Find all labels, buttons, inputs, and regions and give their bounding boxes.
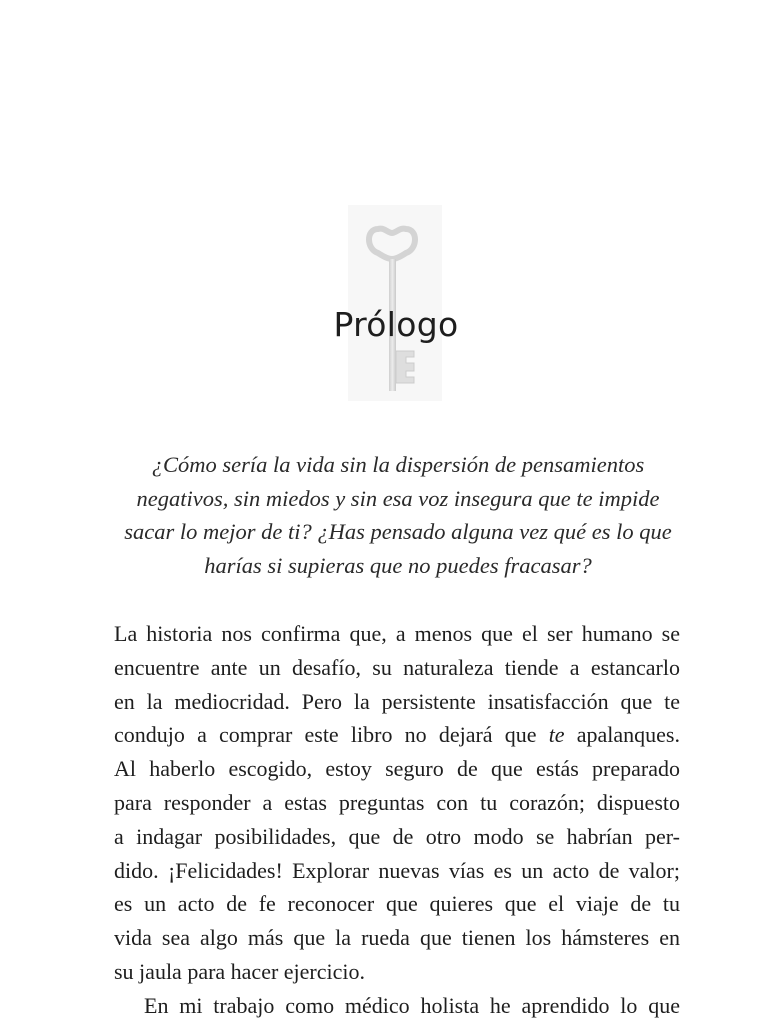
paragraph [114,989,680,1023]
epigraph-line: negativos, sin miedos y sin esa voz insegura que te impide [136,485,660,511]
text-line: En mi trabajo como médico holista he aprendido lo que [144,992,680,1018]
text-line: encuentre ante un desafío, su naturaleza tiende a estancarlo [114,654,680,680]
key-icon [348,205,442,401]
epigraph-line: harías si supieras que no puedes fracasar? [204,552,592,578]
chapter-title: Prólogo [333,305,459,344]
text-segment: condujo a comprar este libro no dejará que [114,722,549,748]
emphasis-text: te [548,722,565,748]
text-line [114,718,680,752]
epigraph-line: ¿Cómo sería la vida sin la dispersión de pensamientos [151,452,645,477]
epigraph-line: sacar lo mejor de ti? ¿Has pensado alguna vez qué es lo que [124,519,672,544]
text-line: es un acto de fe reconocer que quieres que el viaje de tu [114,891,680,917]
text-line: vida sea algo más que la rueda que tienen los hámsteres en [114,925,680,951]
paragraph [114,617,680,989]
text-line: a indagar posibilidades, que de otro modo se habrían per- [114,823,680,849]
text-line: para responder a estas preguntas con tu corazón; dispuesto [114,789,680,815]
text-line: dido. ¡Felicidades! Explorar nuevas vías es un acto de valor; [114,857,680,883]
epigraph [100,448,696,582]
text-segment: apalanques. [564,722,680,748]
text-line: Al haberlo escogido, estoy seguro de que estás preparado [114,756,680,782]
text-line: en la mediocridad. Pero la persistente insatisfacción que te [114,688,680,714]
body-text [114,617,680,1023]
text-line: su jaula para hacer ejercicio. [114,958,366,984]
text-line: La historia nos confirma que, a menos que el ser humano se [114,621,680,646]
